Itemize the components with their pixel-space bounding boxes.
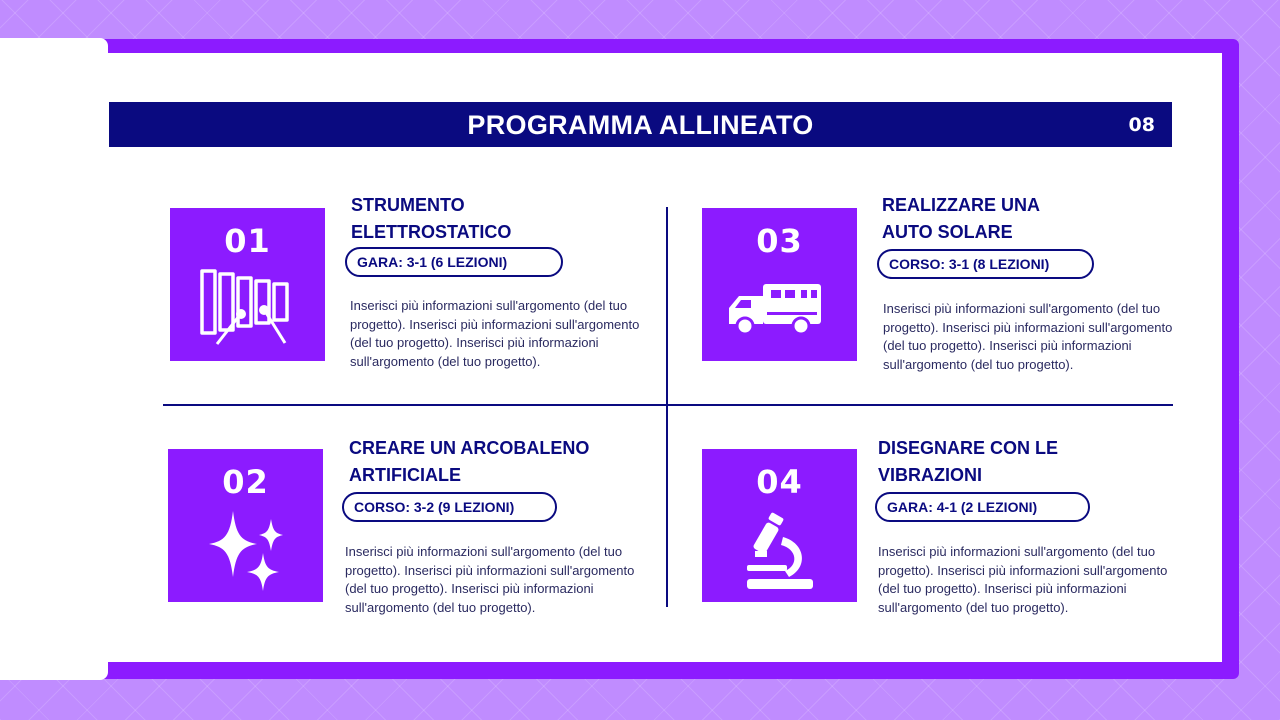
vertical-divider — [666, 207, 668, 607]
item-01-title — [351, 192, 651, 246]
item-01-badge: GARA: 3-1 (6 LEZIONI) — [345, 247, 563, 277]
item-01-tile — [170, 208, 325, 361]
item-title-line: ARTIFICIALE — [349, 465, 461, 485]
item-03-tile — [702, 208, 857, 361]
item-04-title — [878, 435, 1178, 489]
item-title-line: REALIZZARE UNA — [882, 195, 1040, 215]
title-bar — [109, 102, 1172, 147]
xylophone-icon — [195, 266, 300, 351]
truck-icon — [727, 266, 832, 351]
item-02-description: Inserisci più informazioni sull'argomento (del tuo progetto). Inserisci più informazioni sull'argomento (del tuo progetto). Inserisci più informazioni sull'argomento (del tuo progetto). — [345, 544, 635, 615]
item-number: 03 — [756, 222, 803, 260]
page-number: 08 — [1128, 114, 1155, 136]
item-02-tile — [168, 449, 323, 602]
item-03-description: Inserisci più informazioni sull'argomento (del tuo progetto). Inserisci più informazioni sull'argomento (del tuo progetto). Inserisci più informazioni sull'argomento (del tuo progetto). — [883, 301, 1173, 372]
item-title-line: VIBRAZIONI — [878, 465, 983, 485]
item-title-line: AUTO SOLARE — [882, 222, 1013, 242]
item-number: 01 — [224, 222, 271, 260]
item-04-badge: GARA: 4-1 (2 LEZIONI) — [875, 492, 1090, 522]
page-title: PROGRAMMA ALLINEATO — [467, 110, 814, 140]
item-number: 02 — [222, 463, 269, 501]
side-tab — [0, 38, 108, 680]
item-04-tile — [702, 449, 857, 602]
item-01-description: Inserisci più informazioni sull'argomento (del tuo progetto). Inserisci più informazioni sull'argomento (del tuo progetto). Inserisci più informazioni sull'argomento (del tuo progetto). — [350, 298, 640, 369]
item-title-line: ELETTROSTATICO — [351, 222, 512, 242]
microscope-icon — [727, 507, 832, 592]
item-number: 04 — [756, 463, 803, 501]
horizontal-divider — [163, 404, 1173, 406]
item-03-badge: CORSO: 3-1 (8 LEZIONI) — [877, 249, 1094, 279]
item-04-description: Inserisci più informazioni sull'argomento (del tuo progetto). Inserisci più informazioni sull'argomento (del tuo progetto). Inserisci più informazioni sull'argomento (del tuo progetto). — [878, 544, 1168, 615]
item-03-title — [882, 192, 1182, 246]
item-title-line: STRUMENTO — [351, 195, 465, 215]
item-title-line: DISEGNARE CON LE — [878, 438, 1059, 458]
item-02-title — [349, 435, 649, 489]
sparkles-icon — [193, 507, 298, 592]
item-title-line: CREARE UN ARCOBALENO — [349, 438, 590, 458]
item-02-badge: CORSO: 3-2 (9 LEZIONI) — [342, 492, 557, 522]
